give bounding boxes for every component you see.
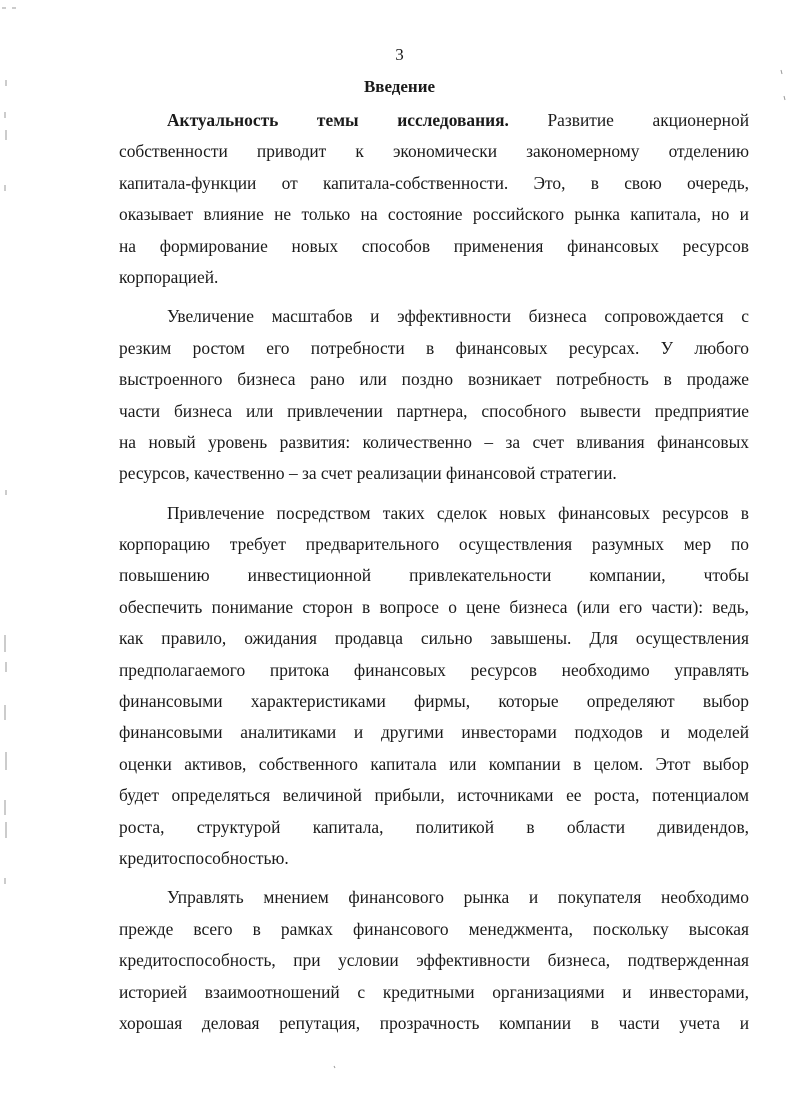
text-line: роста, структурой капитала, политикой в области дивидендов, (119, 816, 749, 837)
text-line: прежде всего в рамках финансового менеджмента, поскольку высокая (119, 918, 749, 939)
text-line: обеспечить понимание сторон в вопросе о цене бизнеса (или его части): ведь, (119, 596, 749, 617)
text-line: на формирование новых способов применения финансовых ресурсов (119, 235, 749, 256)
text-line: ресурсов, качественно – за счет реализации финансовой стратегии. (119, 463, 617, 484)
text-line: историей взаимоотношений с кредитными организациями и инвесторами, (119, 981, 749, 1002)
text-line: Увеличение масштабов и эффективности бизнеса сопровождается с (167, 306, 749, 327)
text-line: оказывает влияние не только на состояние российского рынка капитала, но и (119, 204, 749, 225)
text-line-lead (119, 105, 749, 136)
text-line: будет определяться величиной прибыли, источниками ее роста, потенциалом (119, 785, 749, 806)
text-line: кредитоспособность, при условии эффективности бизнеса, подтвержденная (119, 950, 749, 971)
text-line: кредитоспособностью. (119, 847, 289, 868)
text-line: корпорацию требует предварительного осуществления разумных мер по (119, 534, 749, 555)
text-line: выстроенного бизнеса рано или поздно возникает потребность в продаже (119, 369, 749, 390)
text-line: собственности приводит к экономически закономерному отделению (119, 141, 749, 162)
lead-bold-phrase: Актуальность темы исследования. (167, 110, 509, 130)
text-line: финансовыми характеристиками фирмы, которые определяют выбор (119, 691, 749, 712)
text-line: финансовыми аналитиками и другими инвесторами подходов и моделей (119, 722, 749, 743)
text-line: хорошая деловая репутация, прозрачность компании в части учета и (119, 1012, 749, 1033)
body-text (119, 105, 749, 1039)
text-line: корпорацией. (119, 266, 219, 287)
text-line: части бизнеса или привлечении партнера, способного вывести предприятие (119, 400, 749, 421)
text-line: как правило, ожидания продавца сильно завышены. Для осуществления (119, 628, 749, 649)
page-number: 3 (395, 45, 404, 64)
text-line: на новый уровень развития: количественно – за счет вливания финансовых (119, 431, 749, 452)
text-line: повышению инвестиционной привлекательности компании, чтобы (119, 565, 749, 586)
section-heading: Введение (363, 77, 436, 96)
text-line: Привлечение посредством таких сделок новых финансовых ресурсов в (167, 502, 749, 523)
text-line: оценки активов, собственного капитала или компании в целом. Этот выбор (119, 753, 749, 774)
text-line: предполагаемого притока финансовых ресурсов необходимо управлять (119, 659, 749, 680)
text-line: капитала-функции от капитала-собственности. Это, в свою очередь, (119, 172, 749, 193)
text-line: Управлять мнением финансового рынка и покупателя необходимо (167, 887, 749, 908)
text-line: резким ростом его потребности в финансовых ресурсах. У любого (119, 337, 749, 358)
lead-rest: Развитие акционерной (547, 110, 749, 130)
